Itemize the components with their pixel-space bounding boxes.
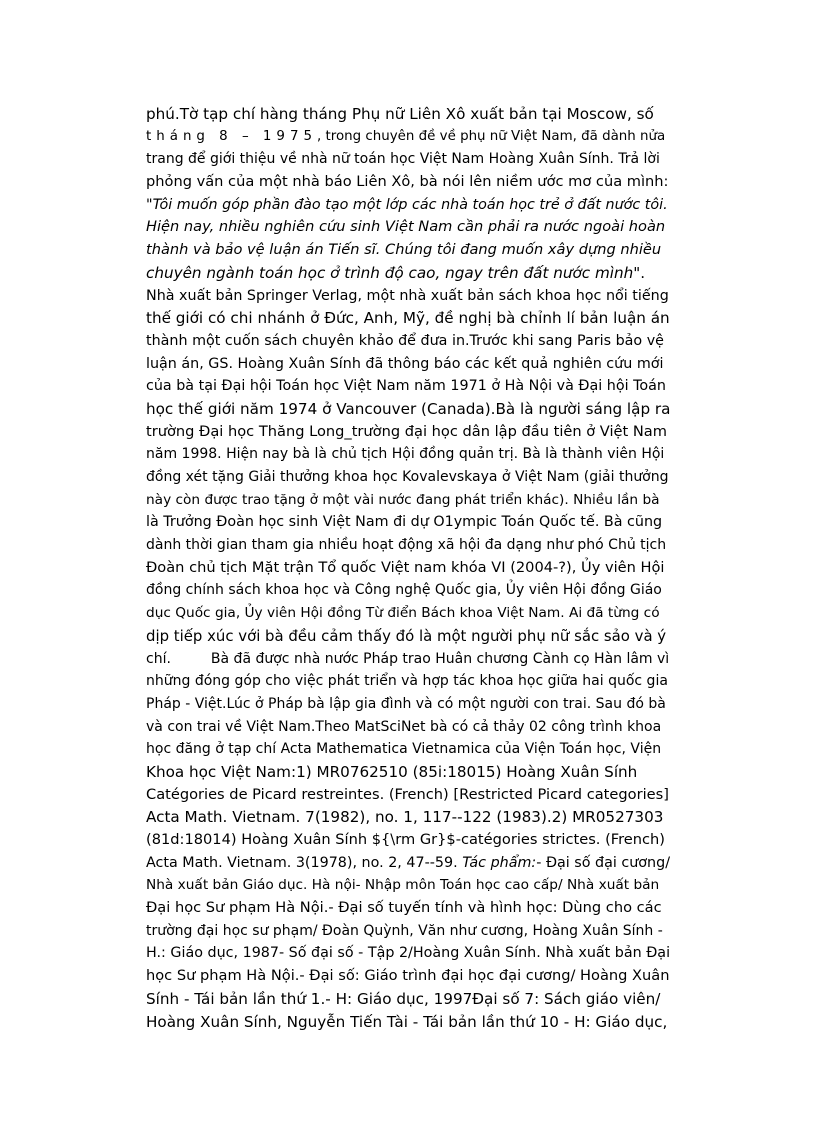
quote-line: thành và bảo vệ luận án Tiến sĩ. Chúng tôi đang muốn xây dựng nhiều bbox=[146, 241, 662, 259]
text-line: học Sư phạm Hà Nội.- Đại số: Giáo trình đại học đại cương/ Hoàng Xuân bbox=[146, 967, 670, 985]
text-line: năm 1998. Hiện nay bà là chủ tịch Hội đồng quản trị. Bà là thành viên Hội bbox=[146, 446, 665, 463]
text-line: dịp tiếp xúc với bà đều cảm thấy đó là một người phụ nữ sắc sảo và ý bbox=[146, 626, 667, 645]
text-line: Đại học Sư phạm Hà Nội.- Đại số tuyến tính và hình học: Dùng cho các bbox=[146, 899, 662, 917]
text-line: đồng chính sách khoa học và Công nghệ Quốc gia, Ủy viên Hội đồng Giáo bbox=[146, 582, 662, 599]
text-line: Acta Math. Vietnam. 7(1982), no. 1, 117--122 (1983).2) MR0527303 bbox=[146, 808, 664, 827]
text-line: trường Đại học Thăng Long_trường đại học dân lập đầu tiên ở Việt Nam bbox=[146, 422, 667, 440]
text-line: Khoa học Việt Nam:1) MR0762510 (85i:18015) Hoàng Xuân Sính bbox=[146, 762, 638, 781]
text-line: dục Quốc gia, Ủy viên Hội đồng Từ điển Bách khoa Việt Nam. Ai đã từng có bbox=[146, 605, 660, 622]
text-line: Catégories de Picard restreintes. (French) [Restricted Picard categories] bbox=[146, 785, 669, 803]
quote-line: Hiện nay, nhiều nghiên cứu sinh Việt Nam cần phải ra nước ngoài hoàn bbox=[146, 218, 666, 236]
text-line: trường đại học sư phạm/ Đoàn Quỳnh, Văn như cương, Hoàng Xuân Sính - bbox=[146, 922, 663, 939]
text-line: Đoàn chủ tịch Mặt trận Tổ quốc Việt nam khóa VI (2004-?), Ủy viên Hội bbox=[146, 558, 665, 576]
issue-date: tháng 8 – 1975 bbox=[146, 128, 317, 144]
text-line: những đóng góp cho việc phát triển và hợp tác khoa học giữa hai quốc gia bbox=[146, 673, 668, 690]
text-line: phú.Tờ tạp chí hàng tháng Phụ nữ Liên Xô xuất bản tại Moscow, số bbox=[146, 105, 654, 123]
text-line: Nhà xuất bản Springer Verlag, một nhà xuất bản sách khoa học nổi tiếng bbox=[146, 287, 669, 304]
text-line: này còn được trao tặng ở một vài nước đang phát triển khác). Nhiều lần bà bbox=[146, 491, 660, 508]
text-line: Hoàng Xuân Sính, Nguyễn Tiến Tài - Tái bản lần thứ 10 - H: Giáo dục, bbox=[146, 1012, 668, 1031]
text-line: H.: Giáo dục, 1987- Số đại số - Tập 2/Hoàng Xuân Sính. Nhà xuất bản Đại bbox=[146, 945, 671, 962]
text-line: Nhà xuất bản Giáo dục. Hà nội- Nhập môn Toán học cao cấp/ Nhà xuất bản bbox=[146, 877, 660, 894]
text-line: của bà tại Đại hội Toán học Việt Nam năm 1971 ở Hà Nội và Đại hội Toán bbox=[146, 378, 666, 395]
document-body bbox=[146, 103, 670, 1033]
text-line: Acta Math. Vietnam. 3(1978), no. 2, 47--59. Tác phẩm:- Đại số đại cương/ bbox=[146, 854, 671, 871]
text-line: và con trai về Việt Nam.Theo MatSciNet bà có cả thảy 02 công trình khoa bbox=[146, 718, 662, 735]
text-line: (81d:18014) Hoàng Xuân Sính ${\rm Gr}$-catégories strictes. (French) bbox=[146, 831, 665, 848]
text-line: phỏng vấn của một nhà báo Liên Xô, bà nói lên niềm ước mơ của mình: bbox=[146, 173, 669, 191]
quote-line: chuyên ngành toán học ở trình độ cao, ngay trên đất nước mình". bbox=[146, 263, 646, 282]
text-line: thành một cuốn sách chuyên khảo để đưa in.Trước khi sang Paris bảo vệ bbox=[146, 332, 664, 349]
text-line: đồng xét tặng Giải thưởng khoa học Kovalevskaya ở Việt Nam (giải thưởng bbox=[146, 469, 669, 485]
text-line: học đăng ở tạp chí Acta Mathematica Vietnamica của Viện Toán học, Viện bbox=[146, 741, 662, 758]
text-line: luận án, GS. Hoàng Xuân Sính đã thông báo các kết quả nghiên cứu mới bbox=[146, 355, 664, 372]
text-line: học thế giới năm 1974 ở Vancouver (Canada).Bà là người sáng lập ra bbox=[146, 399, 671, 418]
text-line: tháng 8 – 1975, trong chuyên đề về phụ nữ Việt Nam, đã dành nửa bbox=[146, 128, 666, 144]
text-line: thế giới có chi nhánh ở Đức, Anh, Mỹ, đề nghị bà chỉnh lí bản luận án bbox=[146, 309, 670, 328]
text-line: Sính - Tái bản lần thứ 1.- H: Giáo dục, 1997Đại số 7: Sách giáo viên/ bbox=[146, 989, 661, 1008]
text-line: chí. Bà đã được nhà nước Pháp trao Huân chương Cành cọ Hàn lâm vì bbox=[146, 650, 670, 667]
text-line: là Trưởng Đoàn học sinh Việt Nam đi dự O1ympic Toán Quốc tế. Bà cũng bbox=[146, 514, 663, 531]
text-line: trang để giới thiệu về nhà nữ toán học Việt Nam Hoàng Xuân Sính. Trả lời bbox=[146, 151, 660, 168]
works-heading: Tác phẩm: bbox=[462, 854, 537, 871]
text-line: Pháp - Việt.Lúc ở Pháp bà lập gia đình và có một người con trai. Sau đó bà bbox=[146, 695, 666, 712]
quote-line: "Tôi muốn góp phần đào tạo một lớp các nhà toán học trẻ ở đất nước tôi. bbox=[146, 196, 668, 213]
text-line: dành thời gian tham gia nhiều hoạt động xã hội đa dạng như phó Chủ tịch bbox=[146, 537, 667, 554]
